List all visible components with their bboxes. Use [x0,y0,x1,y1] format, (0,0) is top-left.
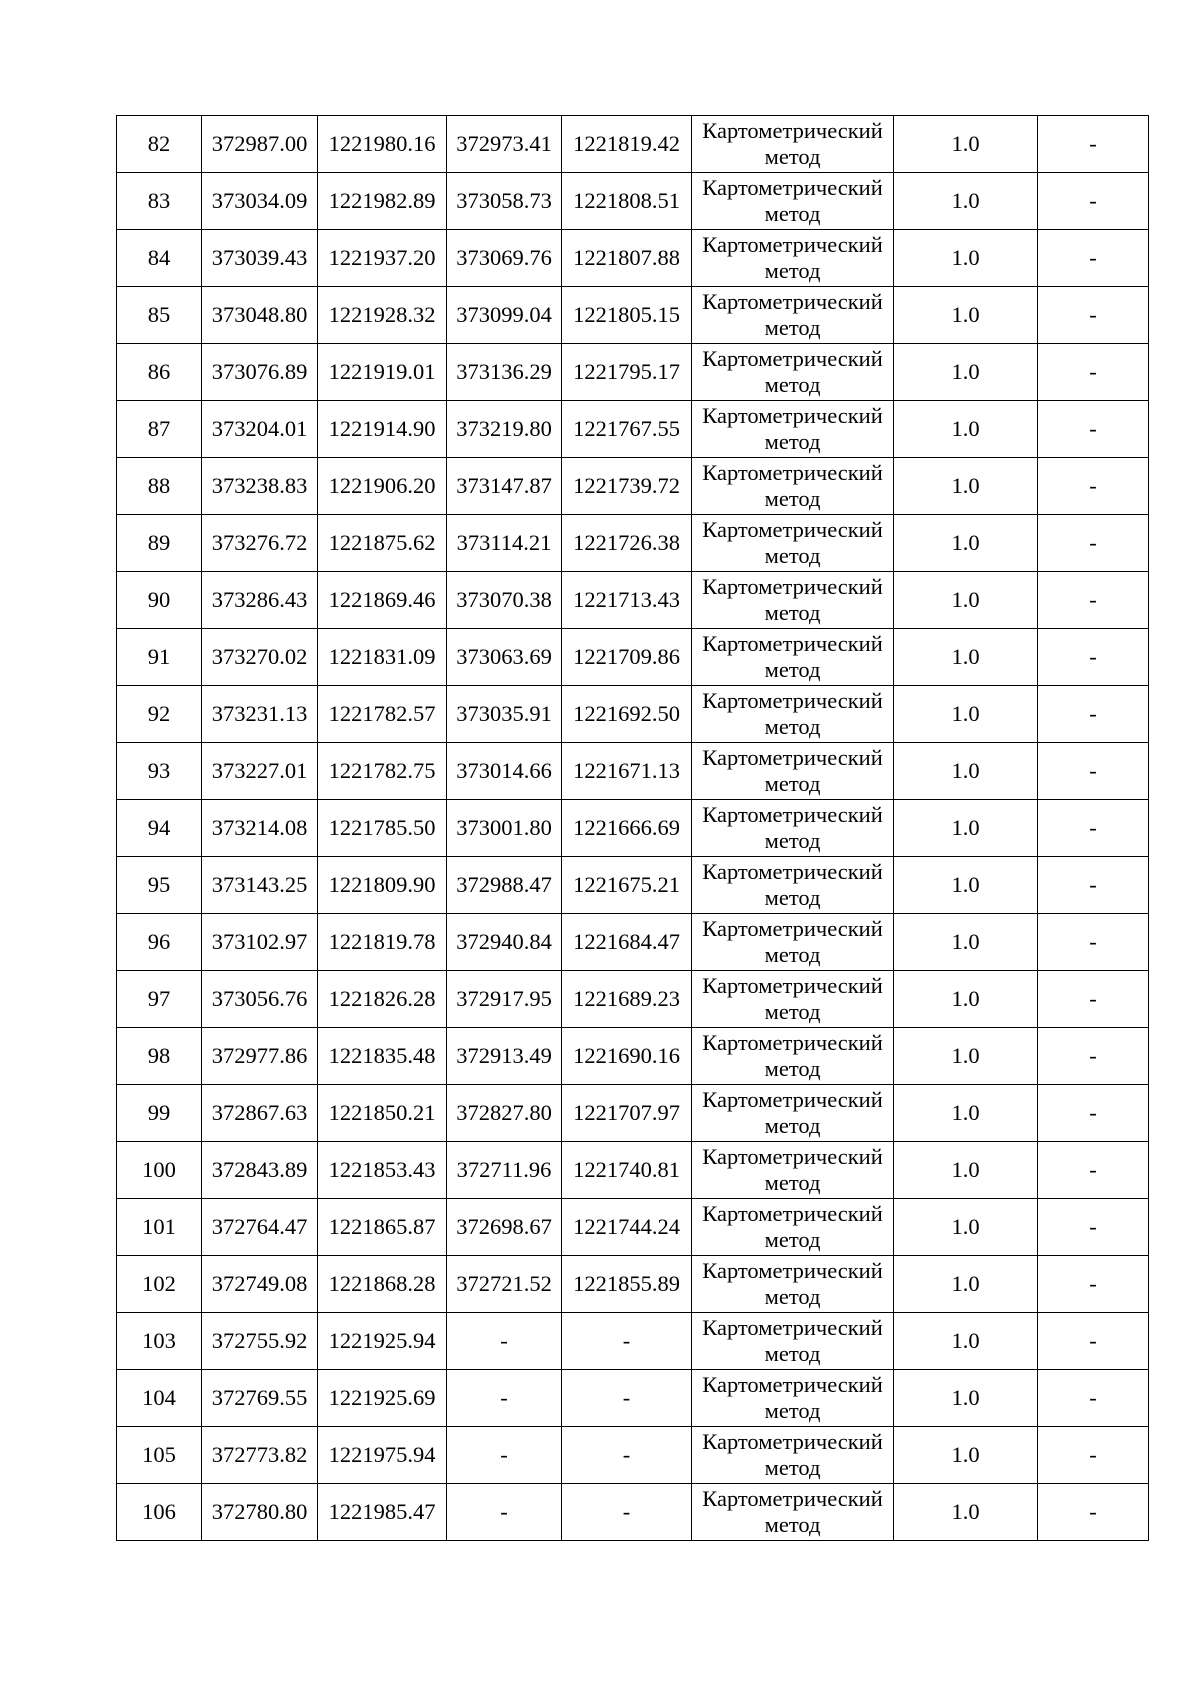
point-number-cell: 90 [117,572,202,629]
accuracy-cell: 1.0 [894,1313,1038,1370]
x-previous-cell: 373058.73 [447,173,562,230]
method-cell [692,1313,894,1370]
note-cell: - [1038,1427,1149,1484]
method-cell [692,686,894,743]
y-coordinate-cell: 1221914.90 [318,401,447,458]
note-cell: - [1038,686,1149,743]
x-previous-cell: 373035.91 [447,686,562,743]
x-previous-cell: 372988.47 [447,857,562,914]
method-line-1: Картометрический [702,460,883,485]
method-line-2: метод [764,1398,821,1423]
table-row [117,857,1149,914]
point-number-cell: 103 [117,1313,202,1370]
method-line-1: Картометрический [702,118,883,143]
y-coordinate-cell: 1221868.28 [318,1256,447,1313]
x-coordinate-cell: 373076.89 [202,344,318,401]
x-coordinate-cell: 372987.00 [202,116,318,173]
method-line-2: метод [764,486,821,511]
method-line-1: Картометрический [702,973,883,998]
method-line-1: Картометрический [702,232,883,257]
table-row [117,287,1149,344]
note-cell: - [1038,1313,1149,1370]
point-number-cell: 95 [117,857,202,914]
point-number-cell: 87 [117,401,202,458]
accuracy-cell: 1.0 [894,1142,1038,1199]
method-line-1: Картометрический [702,1201,883,1226]
accuracy-cell: 1.0 [894,1085,1038,1142]
method-cell [692,116,894,173]
y-coordinate-cell: 1221826.28 [318,971,447,1028]
method-line-1: Картометрический [702,574,883,599]
x-coordinate-cell: 372764.47 [202,1199,318,1256]
note-cell: - [1038,914,1149,971]
x-previous-cell: 373136.29 [447,344,562,401]
x-previous-cell: 373099.04 [447,287,562,344]
accuracy-cell: 1.0 [894,743,1038,800]
table-row [117,629,1149,686]
note-cell: - [1038,116,1149,173]
accuracy-cell: 1.0 [894,1028,1038,1085]
x-coordinate-cell: 372867.63 [202,1085,318,1142]
x-coordinate-cell: 373286.43 [202,572,318,629]
y-previous-cell: 1221807.88 [562,230,692,287]
method-line-1: Картометрический [702,1144,883,1169]
method-cell [692,629,894,686]
y-previous-cell: 1221805.15 [562,287,692,344]
y-previous-cell: 1221684.47 [562,914,692,971]
y-coordinate-cell: 1221819.78 [318,914,447,971]
table-row [117,1142,1149,1199]
point-number-cell: 102 [117,1256,202,1313]
x-coordinate-cell: 373102.97 [202,914,318,971]
note-cell: - [1038,743,1149,800]
accuracy-cell: 1.0 [894,1427,1038,1484]
point-number-cell: 94 [117,800,202,857]
y-previous-cell: 1221819.42 [562,116,692,173]
method-line-2: метод [764,828,821,853]
table-row [117,515,1149,572]
point-number-cell: 98 [117,1028,202,1085]
x-previous-cell: 372721.52 [447,1256,562,1313]
method-line-1: Картометрический [702,1315,883,1340]
method-line-1: Картометрический [702,688,883,713]
y-previous-cell: 1221713.43 [562,572,692,629]
y-previous-cell: 1221739.72 [562,458,692,515]
table-row [117,971,1149,1028]
method-line-1: Картометрический [702,517,883,542]
y-previous-cell: 1221795.17 [562,344,692,401]
x-coordinate-cell: 373034.09 [202,173,318,230]
method-line-2: метод [764,885,821,910]
y-previous-cell: 1221740.81 [562,1142,692,1199]
method-line-1: Картометрический [702,745,883,770]
x-coordinate-cell: 373227.01 [202,743,318,800]
x-previous-cell: 373069.76 [447,230,562,287]
method-cell [692,914,894,971]
table-row [117,1313,1149,1370]
y-previous-cell: - [562,1427,692,1484]
x-coordinate-cell: 372780.80 [202,1484,318,1541]
method-line-2: метод [764,1284,821,1309]
y-coordinate-cell: 1221980.16 [318,116,447,173]
point-number-cell: 82 [117,116,202,173]
accuracy-cell: 1.0 [894,230,1038,287]
method-line-1: Картометрический [702,1030,883,1055]
x-coordinate-cell: 373056.76 [202,971,318,1028]
note-cell: - [1038,515,1149,572]
method-line-1: Картометрический [702,1372,883,1397]
method-cell [692,1199,894,1256]
method-cell [692,971,894,1028]
x-previous-cell: - [447,1427,562,1484]
y-coordinate-cell: 1221925.69 [318,1370,447,1427]
method-line-1: Картометрический [702,631,883,656]
method-line-2: метод [764,429,821,454]
note-cell: - [1038,173,1149,230]
note-cell: - [1038,1142,1149,1199]
point-number-cell: 89 [117,515,202,572]
x-previous-cell: 372940.84 [447,914,562,971]
y-coordinate-cell: 1221835.48 [318,1028,447,1085]
point-number-cell: 101 [117,1199,202,1256]
accuracy-cell: 1.0 [894,971,1038,1028]
table-row [117,572,1149,629]
note-cell: - [1038,1199,1149,1256]
table-row [117,914,1149,971]
note-cell: - [1038,287,1149,344]
y-previous-cell: 1221726.38 [562,515,692,572]
accuracy-cell: 1.0 [894,800,1038,857]
y-coordinate-cell: 1221831.09 [318,629,447,686]
table-row [117,1085,1149,1142]
accuracy-cell: 1.0 [894,344,1038,401]
table-row [117,743,1149,800]
accuracy-cell: 1.0 [894,686,1038,743]
x-previous-cell: 372917.95 [447,971,562,1028]
note-cell: - [1038,1085,1149,1142]
method-cell [692,515,894,572]
point-number-cell: 83 [117,173,202,230]
y-previous-cell: 1221690.16 [562,1028,692,1085]
point-number-cell: 88 [117,458,202,515]
point-number-cell: 97 [117,971,202,1028]
y-coordinate-cell: 1221919.01 [318,344,447,401]
x-previous-cell: - [447,1484,562,1541]
y-previous-cell: 1221671.13 [562,743,692,800]
y-previous-cell: 1221767.55 [562,401,692,458]
method-line-2: метод [764,144,821,169]
method-line-1: Картометрический [702,1429,883,1454]
method-line-2: метод [764,315,821,340]
y-coordinate-cell: 1221869.46 [318,572,447,629]
method-cell [692,572,894,629]
point-number-cell: 105 [117,1427,202,1484]
method-line-1: Картометрический [702,1258,883,1283]
x-coordinate-cell: 373048.80 [202,287,318,344]
point-number-cell: 96 [117,914,202,971]
point-number-cell: 84 [117,230,202,287]
method-line-2: метод [764,372,821,397]
y-coordinate-cell: 1221906.20 [318,458,447,515]
x-coordinate-cell: 373143.25 [202,857,318,914]
y-previous-cell: 1221692.50 [562,686,692,743]
accuracy-cell: 1.0 [894,173,1038,230]
method-cell [692,1085,894,1142]
table-row [117,458,1149,515]
point-number-cell: 99 [117,1085,202,1142]
point-number-cell: 100 [117,1142,202,1199]
accuracy-cell: 1.0 [894,1256,1038,1313]
method-line-1: Картометрический [702,289,883,314]
note-cell: - [1038,800,1149,857]
method-line-2: метод [764,942,821,967]
x-previous-cell: 373114.21 [447,515,562,572]
method-cell [692,458,894,515]
y-coordinate-cell: 1221853.43 [318,1142,447,1199]
point-number-cell: 91 [117,629,202,686]
point-number-cell: 92 [117,686,202,743]
method-cell [692,1142,894,1199]
note-cell: - [1038,401,1149,458]
note-cell: - [1038,857,1149,914]
x-coordinate-cell: 372843.89 [202,1142,318,1199]
accuracy-cell: 1.0 [894,629,1038,686]
point-number-cell: 85 [117,287,202,344]
y-coordinate-cell: 1221785.50 [318,800,447,857]
method-line-2: метод [764,1341,821,1366]
x-previous-cell: 373014.66 [447,743,562,800]
x-previous-cell: 372973.41 [447,116,562,173]
note-cell: - [1038,1028,1149,1085]
table-row [117,1370,1149,1427]
table-row [117,401,1149,458]
x-previous-cell: 372711.96 [447,1142,562,1199]
x-coordinate-cell: 373238.83 [202,458,318,515]
x-coordinate-cell: 373204.01 [202,401,318,458]
method-line-1: Картометрический [702,175,883,200]
x-previous-cell: 372698.67 [447,1199,562,1256]
y-previous-cell: - [562,1484,692,1541]
method-line-2: метод [764,600,821,625]
method-line-1: Картометрический [702,403,883,428]
method-line-2: метод [764,258,821,283]
x-previous-cell: 373219.80 [447,401,562,458]
x-coordinate-cell: 372769.55 [202,1370,318,1427]
method-cell [692,173,894,230]
method-line-2: метод [764,543,821,568]
method-line-1: Картометрический [702,859,883,884]
x-coordinate-cell: 373231.13 [202,686,318,743]
method-line-1: Картометрический [702,802,883,827]
method-line-2: метод [764,1056,821,1081]
table-row [117,800,1149,857]
y-coordinate-cell: 1221782.57 [318,686,447,743]
y-previous-cell: 1221675.21 [562,857,692,914]
point-number-cell: 86 [117,344,202,401]
method-line-1: Картометрический [702,346,883,371]
method-cell [692,230,894,287]
table-row [117,344,1149,401]
y-previous-cell: 1221744.24 [562,1199,692,1256]
table-row [117,230,1149,287]
note-cell: - [1038,629,1149,686]
y-coordinate-cell: 1221925.94 [318,1313,447,1370]
point-number-cell: 93 [117,743,202,800]
y-coordinate-cell: 1221975.94 [318,1427,447,1484]
note-cell: - [1038,230,1149,287]
accuracy-cell: 1.0 [894,1484,1038,1541]
x-coordinate-cell: 372755.92 [202,1313,318,1370]
y-coordinate-cell: 1221875.62 [318,515,447,572]
note-cell: - [1038,344,1149,401]
accuracy-cell: 1.0 [894,287,1038,344]
y-coordinate-cell: 1221850.21 [318,1085,447,1142]
table-row [117,173,1149,230]
y-previous-cell: 1221808.51 [562,173,692,230]
table-row [117,1028,1149,1085]
accuracy-cell: 1.0 [894,515,1038,572]
note-cell: - [1038,1370,1149,1427]
method-line-1: Картометрический [702,1087,883,1112]
coordinates-table [116,115,1149,1541]
table-row [117,116,1149,173]
x-previous-cell: 373147.87 [447,458,562,515]
y-coordinate-cell: 1221937.20 [318,230,447,287]
method-line-1: Картометрический [702,1486,883,1511]
note-cell: - [1038,458,1149,515]
method-cell [692,344,894,401]
y-previous-cell: 1221666.69 [562,800,692,857]
accuracy-cell: 1.0 [894,857,1038,914]
accuracy-cell: 1.0 [894,1199,1038,1256]
table-row [117,686,1149,743]
method-cell [692,1484,894,1541]
y-previous-cell: - [562,1370,692,1427]
method-line-2: метод [764,714,821,739]
x-coordinate-cell: 372749.08 [202,1256,318,1313]
method-line-2: метод [764,1455,821,1480]
method-cell [692,800,894,857]
method-line-2: метод [764,1170,821,1195]
y-previous-cell: 1221855.89 [562,1256,692,1313]
method-line-2: метод [764,201,821,226]
method-cell [692,1256,894,1313]
note-cell: - [1038,1484,1149,1541]
point-number-cell: 106 [117,1484,202,1541]
note-cell: - [1038,971,1149,1028]
y-coordinate-cell: 1221928.32 [318,287,447,344]
x-coordinate-cell: 373039.43 [202,230,318,287]
y-previous-cell: 1221707.97 [562,1085,692,1142]
y-coordinate-cell: 1221985.47 [318,1484,447,1541]
y-previous-cell: 1221709.86 [562,629,692,686]
x-previous-cell: 373001.80 [447,800,562,857]
table-body [117,116,1149,1541]
table-row [117,1256,1149,1313]
method-cell [692,857,894,914]
method-line-2: метод [764,1113,821,1138]
method-line-2: метод [764,1512,821,1537]
x-previous-cell: - [447,1313,562,1370]
table-row [117,1484,1149,1541]
method-line-2: метод [764,999,821,1024]
accuracy-cell: 1.0 [894,401,1038,458]
method-line-2: метод [764,1227,821,1252]
y-coordinate-cell: 1221982.89 [318,173,447,230]
method-line-1: Картометрический [702,916,883,941]
point-number-cell: 104 [117,1370,202,1427]
note-cell: - [1038,1256,1149,1313]
x-coordinate-cell: 372773.82 [202,1427,318,1484]
method-line-2: метод [764,771,821,796]
method-line-2: метод [764,657,821,682]
x-coordinate-cell: 372977.86 [202,1028,318,1085]
accuracy-cell: 1.0 [894,116,1038,173]
method-cell [692,743,894,800]
x-coordinate-cell: 373214.08 [202,800,318,857]
y-previous-cell: 1221689.23 [562,971,692,1028]
x-coordinate-cell: 373276.72 [202,515,318,572]
method-cell [692,287,894,344]
method-cell [692,401,894,458]
x-previous-cell: 373063.69 [447,629,562,686]
accuracy-cell: 1.0 [894,572,1038,629]
y-coordinate-cell: 1221865.87 [318,1199,447,1256]
note-cell: - [1038,572,1149,629]
accuracy-cell: 1.0 [894,1370,1038,1427]
x-previous-cell: - [447,1370,562,1427]
accuracy-cell: 1.0 [894,458,1038,515]
x-previous-cell: 373070.38 [447,572,562,629]
accuracy-cell: 1.0 [894,914,1038,971]
y-coordinate-cell: 1221782.75 [318,743,447,800]
y-coordinate-cell: 1221809.90 [318,857,447,914]
method-cell [692,1028,894,1085]
table-row [117,1199,1149,1256]
y-previous-cell: - [562,1313,692,1370]
x-previous-cell: 372913.49 [447,1028,562,1085]
x-coordinate-cell: 373270.02 [202,629,318,686]
method-cell [692,1370,894,1427]
method-cell [692,1427,894,1484]
table-row [117,1427,1149,1484]
x-previous-cell: 372827.80 [447,1085,562,1142]
